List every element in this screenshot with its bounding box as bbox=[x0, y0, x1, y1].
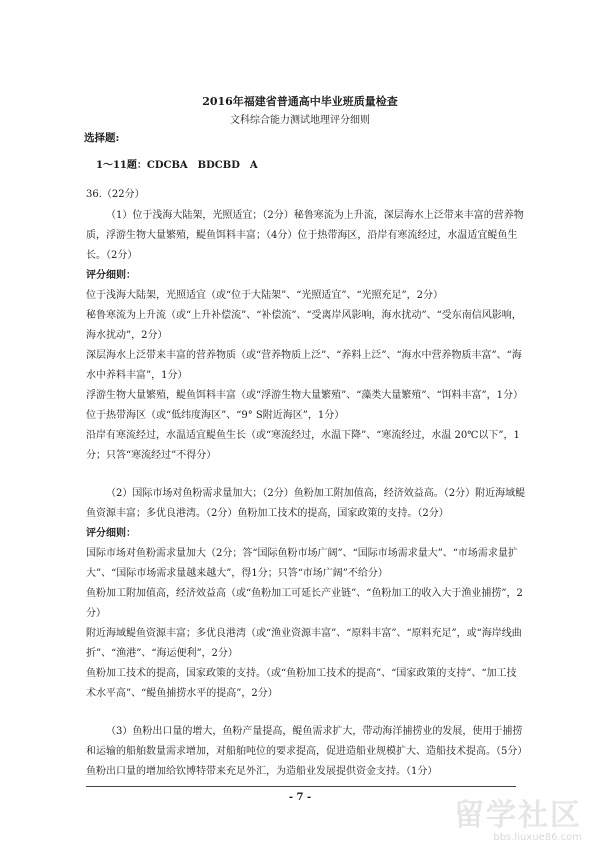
multiple-choice-answers: 1～11题：CDCBA BDCBD A bbox=[96, 160, 258, 171]
part1-rubric-item: 秘鲁寒流为上升流（或“上升补偿流”、“补偿流”、“受离岸风影响，海水扰动”、“受东南信风影响，海水扰动”，2分） bbox=[86, 310, 522, 341]
watermark bbox=[382, 800, 582, 844]
document-header bbox=[0, 94, 600, 129]
document-subtitle: 文科综合能力测试地理评分细则 bbox=[230, 115, 370, 126]
part2-rubric-item: 鱼粉加工附加值高，经济效益高（或“鱼粉加工可延长产业链”、“鱼粉加工的收入大于渔业捕捞”，2分） bbox=[86, 588, 523, 619]
part1-rubric-item: 沿岸有寒流经过，水温适宜鳀鱼生长（或“寒流经过，水温下降”、“寒流经过，水温 20℃以下”，1分；只答“寒流经过”不得分） bbox=[86, 430, 520, 461]
document-title: 2016年福建省普通高中毕业班质量检查 bbox=[202, 95, 398, 108]
part1-rubric-item: 浮游生物大量繁殖，鳀鱼饵料丰富（或“浮游生物大量繁殖”、“藻类大量繁殖”、“饵料丰富”，1分） bbox=[86, 390, 524, 401]
watermark-url: bbs.liuxue86.com bbox=[493, 832, 582, 843]
part2-rubric-item: 国际市场对鱼粉需求量加大（2分；答“国际鱼粉市场广阔”、“国际市场需求量大”、“市场需求量扩大”、“国际市场需求量越来越大”，得1分；只答“市场广阔”不给分） bbox=[86, 548, 518, 579]
part1-answer: （1）位于浅海大陆架，光照适宜；（2分）秘鲁寒流为上升流，深层海水上泛带来丰富的营养物质，浮游生物大量繁殖，鳀鱼饵料丰富；（4分）位于热带海区，沿岸有寒流经过，水温适宜鳀鱼生长。（2分） bbox=[86, 210, 524, 261]
spacer bbox=[86, 704, 526, 722]
part1-rubric-item: 位于浅海大陆架，光照适宜（或“位于大陆架”、“光照适宜”、“光照充足”，2分） bbox=[86, 290, 444, 301]
spacer bbox=[86, 466, 526, 484]
part2-answer: （2）国际市场对鱼粉需求量加大；（2分）鱼粉加工附加值高，经济效益高。（2分）附近海域鳀鱼资源丰富；多优良港湾。（2分）鱼粉加工技术的提高，国家政策的支持。（2分） bbox=[86, 488, 526, 519]
section-label-multiple-choice: 选择题: bbox=[84, 132, 120, 144]
part1-rubric-item: 深层海水上泛带来丰富的营养物质（或“营养物质上泛”、“养料上泛”、“海水中营养物质丰富”、“海水中养料丰富”，1分） bbox=[86, 350, 522, 381]
question-number: 36.（22分） bbox=[86, 189, 145, 200]
part1-rubric-heading: 评分细则： bbox=[86, 270, 136, 281]
part1-rubric-item: 位于热带海区（或“低纬度海区”、“9° S附近海区”，1分） bbox=[86, 410, 345, 421]
page-number: - 7 - bbox=[288, 792, 312, 803]
part2-rubric-item: 鱼粉加工技术的提高，国家政策的支持。（或“鱼粉加工技术的提高”、“国家政策的支持”、“加工技术水平高”、“鳀鱼捕捞水平的提高”，2分） bbox=[86, 668, 517, 699]
footer-divider bbox=[86, 786, 516, 787]
question-36-content bbox=[86, 185, 526, 782]
watermark-logo: 留学社区 bbox=[454, 798, 582, 833]
part2-rubric-item: 附近海域鳀鱼资源丰富；多优良港湾（或“渔业资源丰富”、“原料丰富”、“原料充足”，或“海岸线曲折”、“渔港”、“海运便利”，2分） bbox=[86, 628, 522, 659]
part3-answer: （3）鱼粉出口量的增大，鱼粉产量提高，鳀鱼需求扩大，带动海洋捕捞业的发展，使用于捕捞和运输的船舶数量需求增加，对船舶吨位的要求提高，促进造船业规模扩大、造船技术提高。（5分）鱼粉出口量的增加给钦博特带来充足外汇，为造船业发展提供资金支持。（1分） bbox=[86, 726, 523, 777]
part2-rubric-heading: 评分细则： bbox=[86, 528, 136, 539]
